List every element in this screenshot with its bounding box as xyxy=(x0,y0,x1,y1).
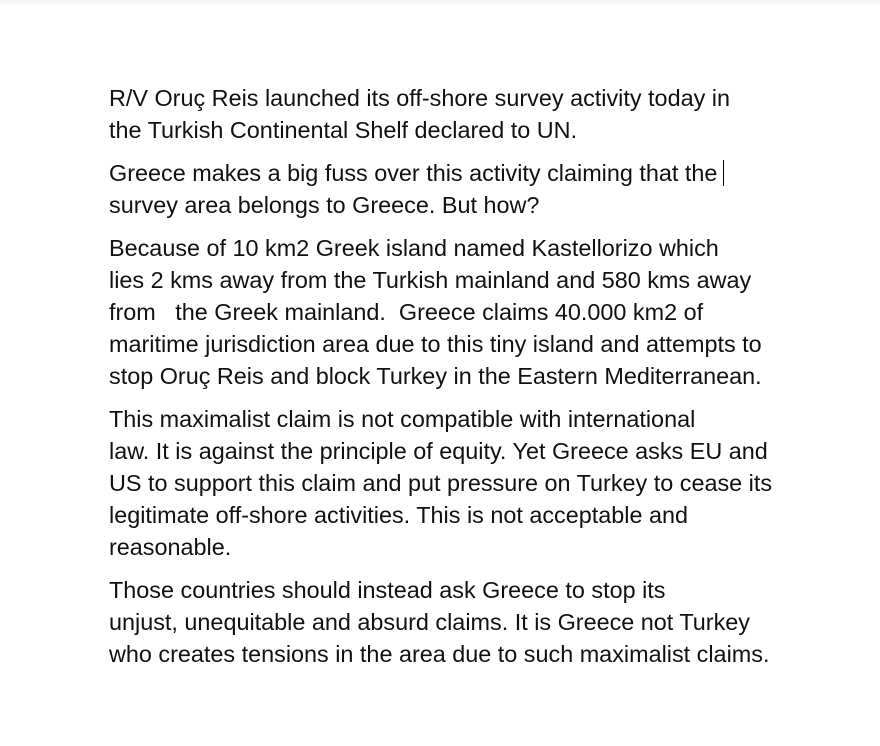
text-line: reasonable. xyxy=(109,534,232,560)
paragraph-3 xyxy=(47,232,847,392)
text-line: lies 2 kms away from the Turkish mainland and 580 kms away xyxy=(109,267,752,293)
text-line: stop Oruç Reis and block Turkey in the Eastern Mediterranean. xyxy=(109,363,762,389)
text-line: from the Greek mainland. Greece claims 40.000 km2 of xyxy=(109,299,704,325)
text-line: Greece makes a big fuss over this activity claiming that the xyxy=(109,160,718,186)
text-line: Because of 10 km2 Greek island named Kastellorizo which xyxy=(109,235,719,261)
text-line: the Turkish Continental Shelf declared to UN. xyxy=(109,117,578,143)
document-body[interactable] xyxy=(47,82,847,681)
top-border-shade xyxy=(0,0,880,6)
text-cursor xyxy=(723,160,724,186)
text-line: maritime jurisdiction area due to this tiny island and attempts to xyxy=(109,331,762,357)
text-line: unjust, unequitable and absurd claims. It is Greece not Turkey xyxy=(109,609,750,635)
text-line: legitimate off-shore activities. This is not acceptable and xyxy=(109,502,689,528)
paragraph-2 xyxy=(47,157,847,221)
paragraph-1 xyxy=(47,82,847,146)
paragraph-5 xyxy=(47,574,847,670)
text-line: survey area belongs to Greece. But how? xyxy=(109,192,540,218)
text-line: law. It is against the principle of equity. Yet Greece asks EU and xyxy=(109,438,768,464)
text-line: R/V Oruç Reis launched its off-shore survey activity today in xyxy=(109,85,730,111)
text-line: This maximalist claim is not compatible with international xyxy=(109,406,696,432)
text-line-with-caret xyxy=(47,157,847,189)
text-line: Those countries should instead ask Greece to stop its xyxy=(109,577,666,603)
text-line: US to support this claim and put pressure on Turkey to cease its xyxy=(109,470,773,496)
text-line: who creates tensions in the area due to such maximalist claims. xyxy=(109,641,770,667)
paragraph-4 xyxy=(47,403,847,563)
